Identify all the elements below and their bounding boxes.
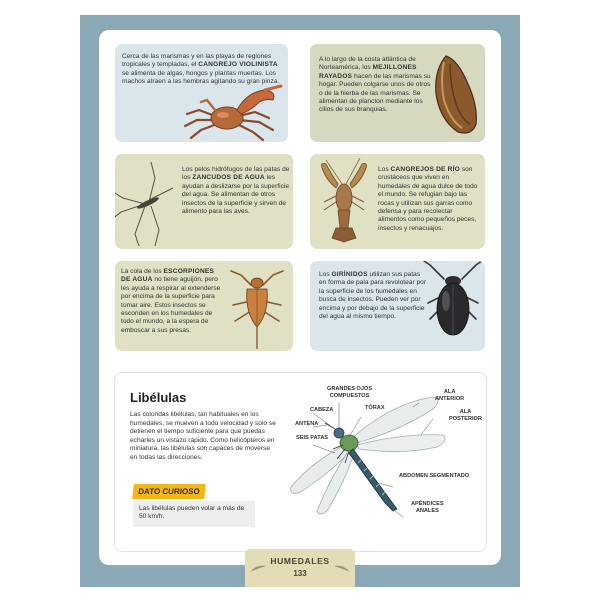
label-abdomen: ABDOMEN SEGMENTADO (399, 473, 470, 479)
whirligig-beetle-illustration (422, 261, 484, 347)
water-strider-illustration (115, 158, 185, 246)
page-number: 133 (293, 569, 307, 578)
label-head: CABEZA (310, 407, 334, 413)
section-footer-tab (245, 549, 355, 587)
card-crayfish (310, 154, 485, 249)
card-text: Cerca de las marismas y en las playas de regiones tropicales y templadas, el CANGREJO VIOLINISTA se alimenta de algas, hongos y plantas muertas. Los machos atraen a las hembras agitando su gran pinza. (122, 53, 280, 86)
card-highlight: MEJILLONES RAYADOS (319, 64, 417, 80)
card-fiddler-crab (115, 44, 288, 142)
section-title: Libélulas (130, 390, 187, 405)
fiddler-crab-illustration (177, 84, 287, 142)
crayfish-illustration (312, 158, 378, 248)
card-highlight: CANGREJOS DE RÍO (390, 166, 460, 173)
card-water-scorpion (115, 261, 293, 351)
card-text: Los GIRÍNIDOS utilizan sus patas en forma de pala para revolotear por la superficie de los humedales en busca de insectos. Pueden ver por encima y por debajo de la superficie del agua al mismo tiempo. (319, 271, 427, 321)
card-highlight: ZANCUDOS DE AGUA (192, 174, 265, 182)
label-six-legs: SEIS PATAS (296, 435, 329, 441)
leaf-left-icon (249, 562, 267, 576)
label-forewing: ALA ANTERIOR (435, 389, 465, 402)
card-text: Los CANGREJOS DE RÍO son crustáceos que viven en humedales de agua dulce de todo el mundo. Se refugian bajo las rocas y utilizan sus garras como defensa y para recolectar alimentos como pequeños peces, insectos y renacuajos. (378, 166, 478, 232)
leaf-right-icon (333, 562, 351, 576)
fun-fact-label: DATO CURIOSO (132, 484, 206, 499)
fun-fact-text: Las libélulas pueden volar a más de 50 km/h. (133, 501, 255, 527)
card-highlight: CANGREJO VIOLINISTA (198, 61, 278, 69)
card-highlight: ESCORPIONES DE AGUA (121, 268, 215, 284)
card-ribbed-mussel (310, 44, 485, 142)
section-name: HUMEDALES (270, 556, 330, 566)
section-description: Las coloridas libélulas, tan habituales en los humedales, se mueven a todo velocidad y solo se detienen el tiempo suficiente para que puedas echarles un vistazo rápido. Como helicópteros en miniatura, las libélulas son capaces de moverse en todas las direcciones. (130, 411, 276, 461)
card-whirligig-beetle (310, 261, 485, 351)
card-text: La cola de los ESCORPIONES DE AGUA no tiene aguijón, pero les ayuda a respirar al extenderse por encima de la superficie para tomar aire. Estos insectos se esconden en los humedales de todo el mundo, a la espera de emboscar a sus presas. (121, 268, 221, 334)
label-hindwing: ALA POSTERIOR (449, 409, 482, 422)
label-antenna: ANTENA (295, 421, 319, 427)
mussel-illustration (428, 50, 484, 138)
water-scorpion-illustration (221, 261, 293, 351)
label-thorax: TÓRAX (365, 405, 385, 411)
dragonfly-section (114, 372, 487, 552)
label-anal-appendages: APÉNDICES ANALES (411, 501, 444, 514)
card-text: Los pelos hidrófugos de las patas de los ZANCUDOS DE AGUA les ayudan a deslizarse por la superficie del agua. Se alimentan de otros insectos de la superficie y sirven de alimento para las aves. (182, 166, 290, 216)
card-highlight: GIRÍNIDOS (331, 271, 368, 278)
card-text: A lo largo de la costa atlántica de Norteamérica, los MEJILLONES RAYADOS hacen de las marismas su hogar. Pueden colgarse unos de otros o de la hierba de las marismas. Se alimentan de plancton mediante los cilios de sus branquias. (319, 56, 431, 114)
card-water-strider (115, 154, 293, 249)
label-compound-eyes: GRANDES OJOS COMPUESTOS (327, 386, 373, 399)
